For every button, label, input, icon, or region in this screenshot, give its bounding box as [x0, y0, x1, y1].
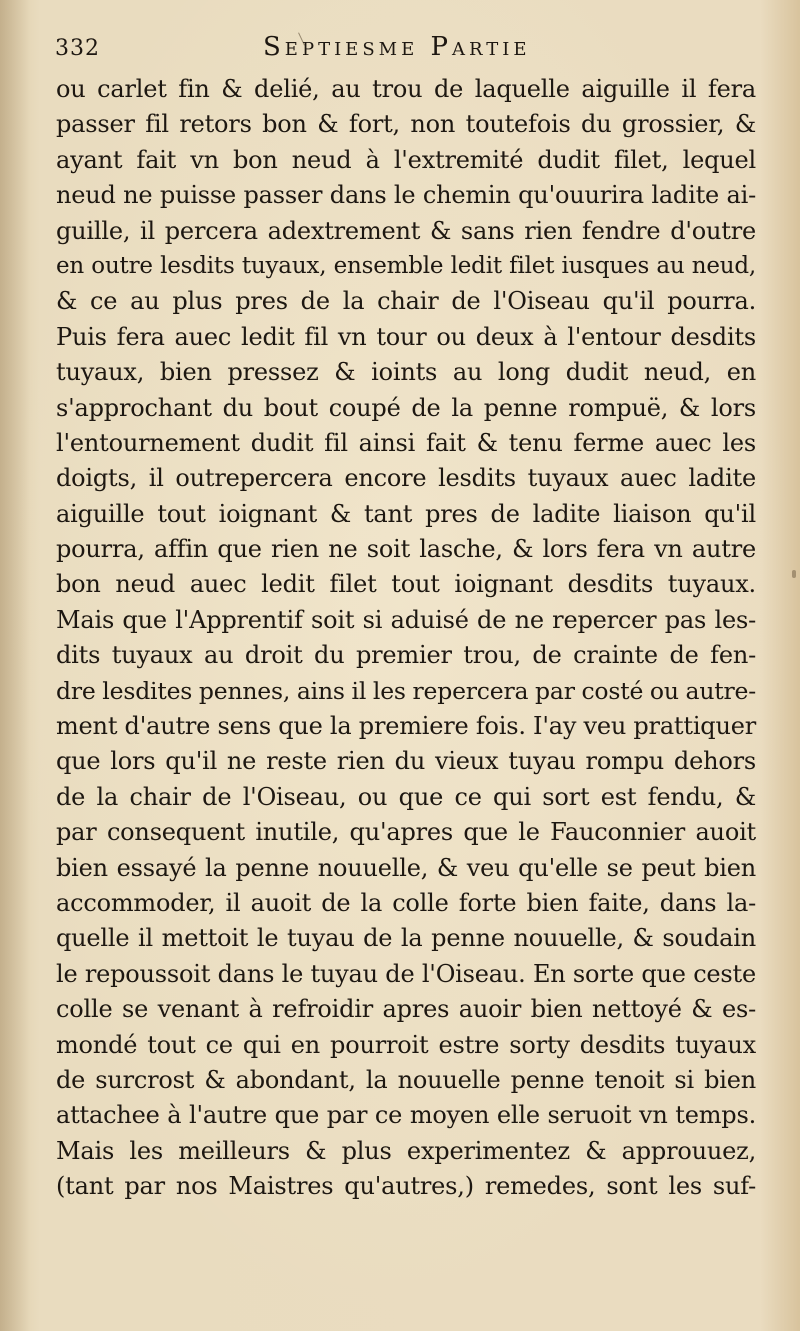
text-line: que lors qu'il ne reste rien du vieux tuyau rompu dehors — [56, 747, 756, 776]
text-line: dits tuyaux au droit du premier trou, de crainte de fen- — [56, 641, 756, 670]
text-line: colle se venant à refroidir apres auoir bien nettoyé & es- — [56, 995, 756, 1024]
text-line: ou carlet fin & delié, au trou de laquelle aiguille il fera — [56, 75, 756, 103]
text-line: guille, il percera adextrement & sans rien fendre d'outre — [56, 216, 756, 245]
text-line: (tant par nos Maistres qu'autres,) remedes, sont les suf- — [56, 1172, 756, 1201]
running-head: Septiesme Partie — [263, 32, 531, 62]
text-line: de la chair de l'Oiseau, ou que ce qui sort est fendu, & — [56, 782, 756, 811]
spine-shadow — [0, 0, 30, 1331]
text-line: aiguille tout ioignant & tant pres de ladite liaison qu'il — [56, 499, 756, 528]
text-line: Mais les meilleurs & plus experimentez & approuuez, — [56, 1136, 756, 1165]
text-line: le repoussoit dans le tuyau de l'Oiseau. En sorte que ceste — [56, 959, 756, 988]
text-line: ayant fait vn bon neud à l'extremité dudit filet, lequel — [56, 145, 756, 174]
text-line: bon neud auec ledit filet tout ioignant desdits tuyaux. — [56, 570, 756, 599]
text-line: Puis fera auec ledit fil vn tour ou deux à l'entour desdits — [56, 322, 756, 351]
text-line: & ce au plus pres de la chair de l'Oiseau qu'il pourra. — [56, 287, 756, 316]
text-line: passer fil retors bon & fort, non toutefois du grossier, & — [56, 110, 756, 139]
text-line: en outre lesdits tuyaux, ensemble ledit filet iusques au neud, — [56, 252, 756, 279]
text-line: doigts, il outrepercera encore lesdits tuyaux auec ladite — [56, 464, 756, 493]
text-line: par consequent inutile, qu'apres que le Fauconnier auoit — [56, 818, 756, 847]
text-line: tuyaux, bien pressez & ioints au long dudit neud, en — [56, 358, 756, 387]
text-line: de surcrost & abondant, la nouuelle penne tenoit si bien — [56, 1065, 756, 1094]
text-line: attachee à l'autre que par ce moyen elle seruoit vn temps. — [56, 1101, 756, 1130]
text-line: pourra, affin que rien ne soit lasche, & lors fera vn autre — [56, 535, 756, 564]
text-line: mondé tout ce qui en pourroit estre sorty desdits tuyaux — [56, 1030, 756, 1059]
text-line: quelle il mettoit le tuyau de la penne nouuelle, & soudain — [56, 924, 756, 953]
text-line: ment d'autre sens que la premiere fois. I'ay veu prattiquer — [56, 712, 756, 741]
text-line: s'approchant du bout coupé de la penne rompuë, & lors — [56, 393, 756, 422]
text-line: accommoder, il auoit de la colle forte bien faite, dans la- — [56, 888, 756, 917]
page-number: 332 — [55, 36, 100, 61]
text-line: neud ne puisse passer dans le chemin qu'ouurira ladite ai- — [56, 181, 756, 210]
body-text — [56, 72, 756, 1205]
page-edge-mark — [792, 570, 796, 578]
page-header — [55, 30, 755, 70]
text-line: Mais que l'Apprentif soit si aduisé de ne repercer pas les- — [56, 605, 756, 634]
text-line: l'entournement dudit fil ainsi fait & tenu ferme auec les — [56, 428, 756, 457]
text-line: dre lesdites pennes, ains il les repercera par costé ou autre- — [56, 676, 756, 705]
text-line: bien essayé la penne nouuelle, & veu qu'elle se peut bien — [56, 853, 756, 882]
